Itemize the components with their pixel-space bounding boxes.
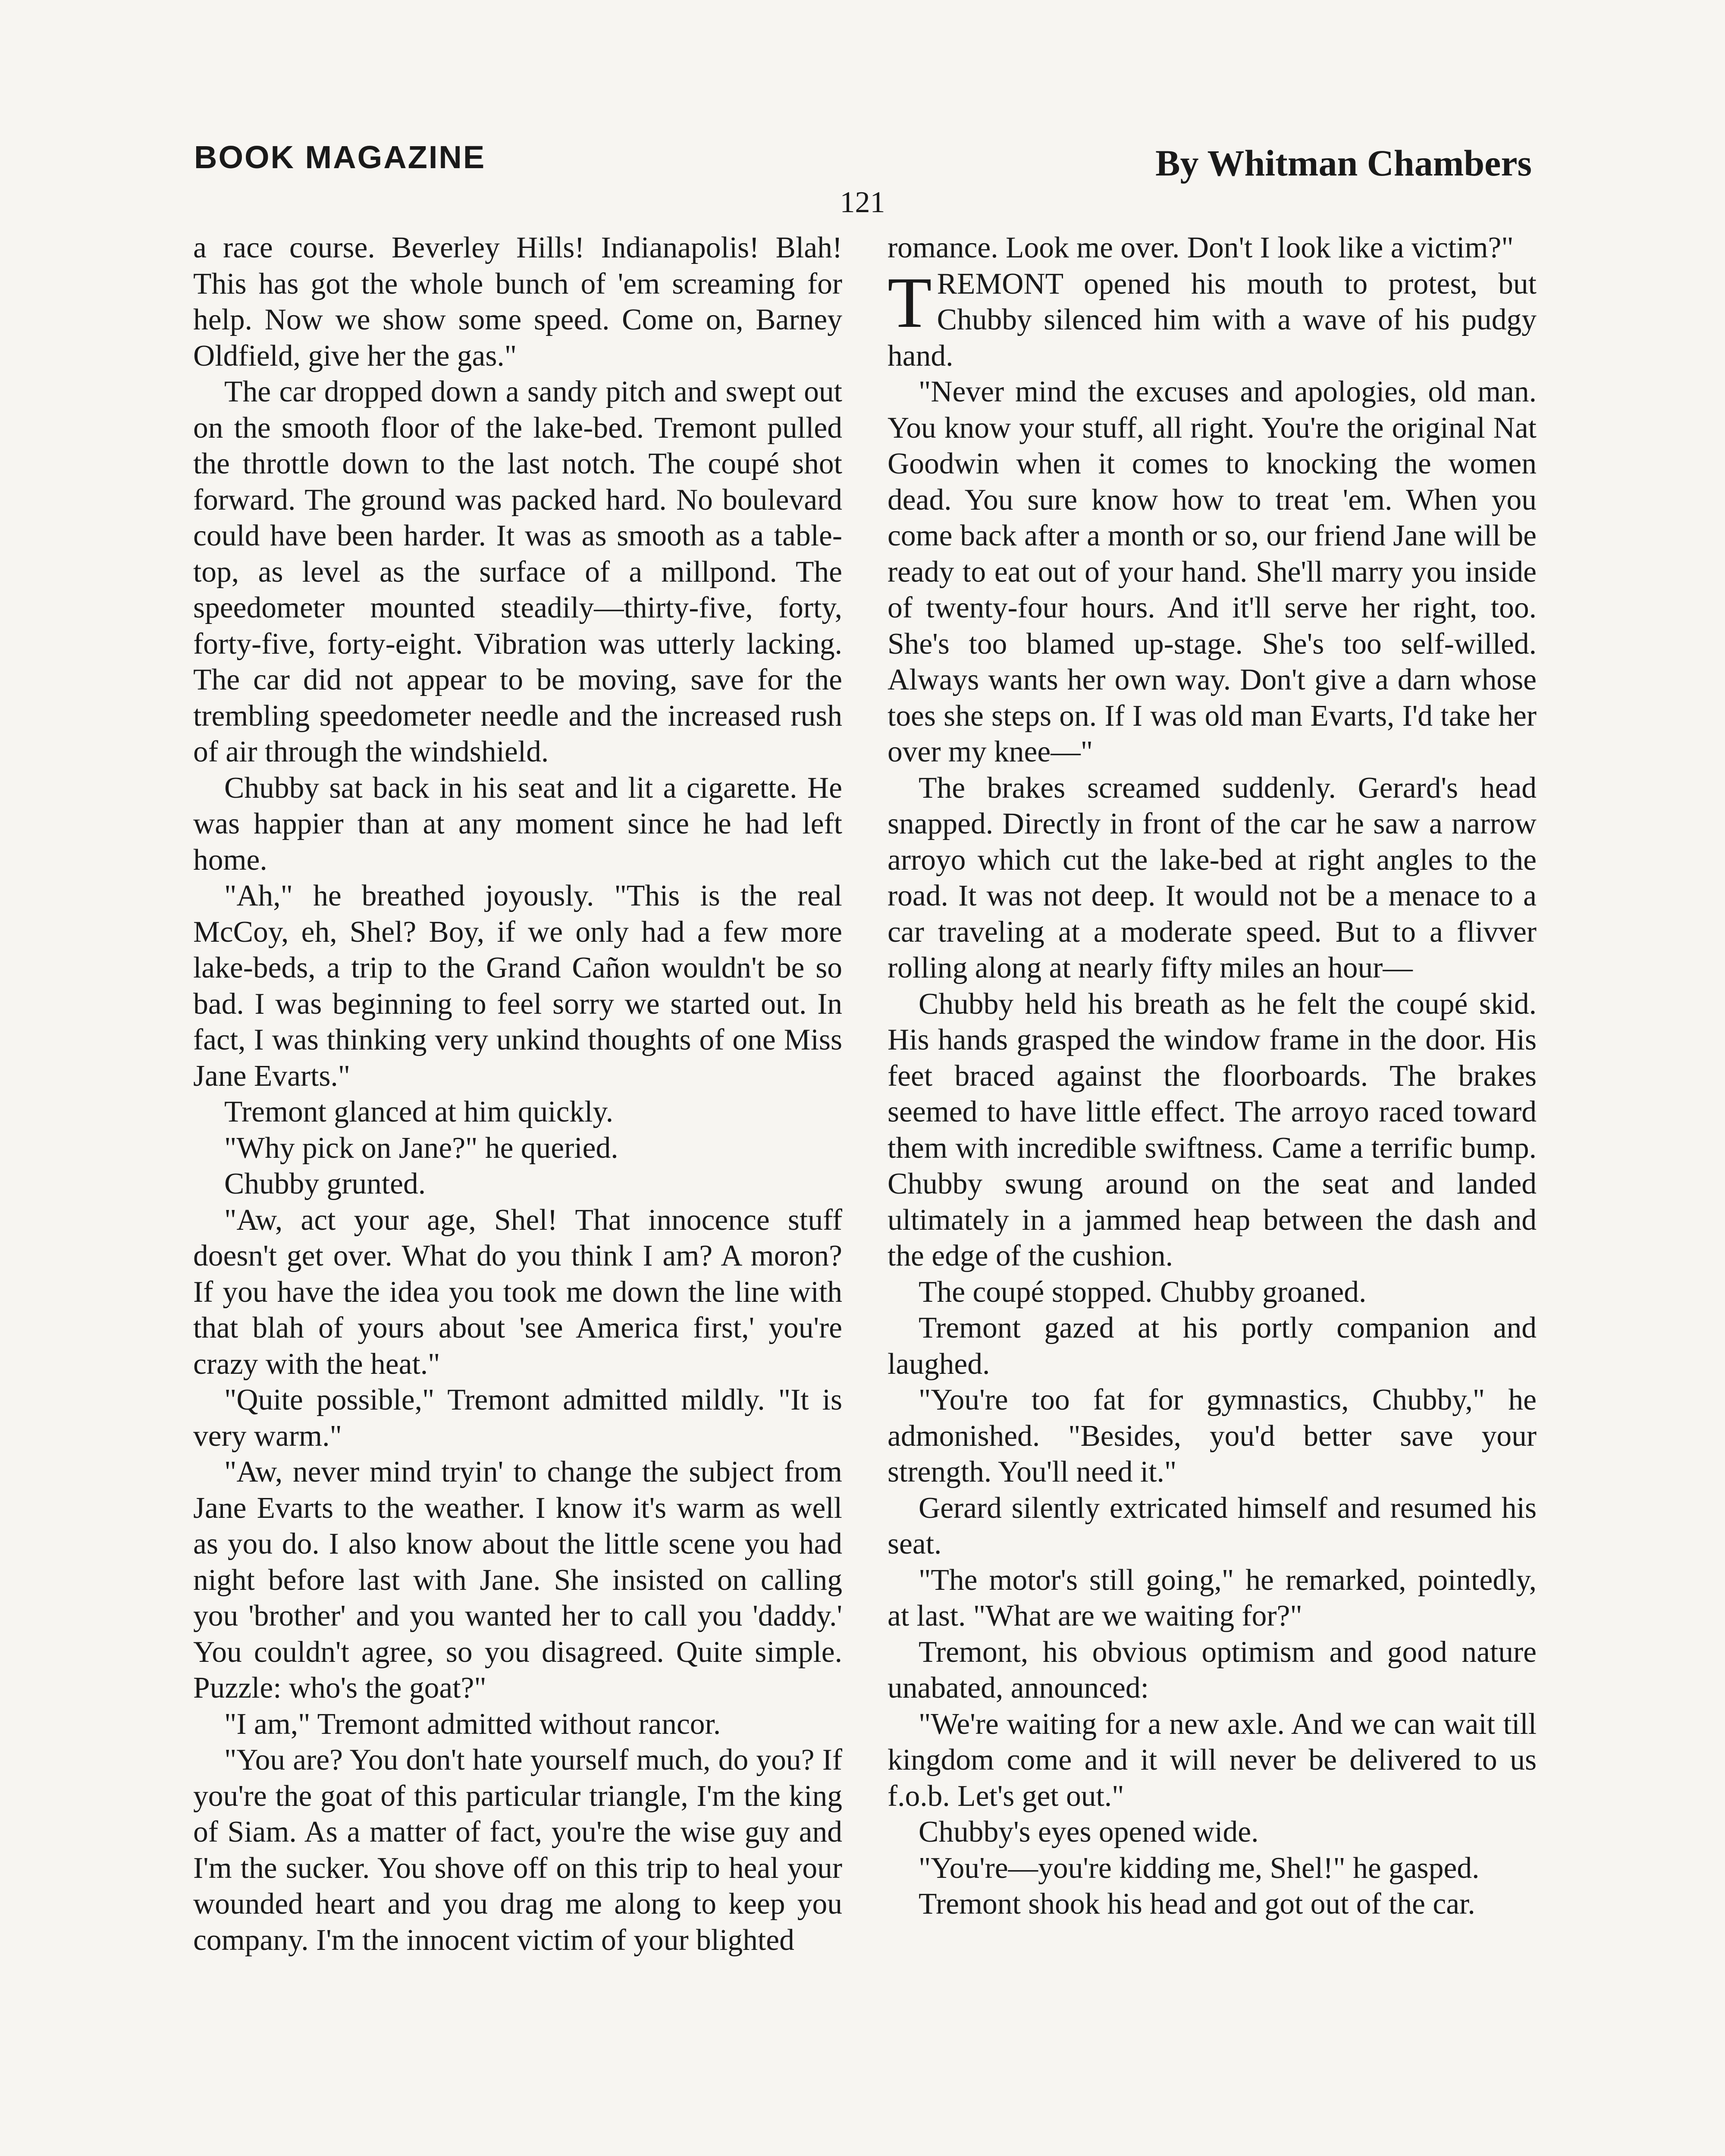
paragraph: "You're too fat for gymnastics, Chubby," he admonished. "Besides, you'd better save your strength. You'll need it." [888,1383,1537,1489]
author-byline: By Whitman Chambers [1155,142,1532,184]
paragraph: "Aw, act your age, Shel! That innocence stuff doesn't get over. What do you think I am? A moron? If you have the idea you took me down the line with that blah of yours about 'see America first,' you're crazy with the heat." [193,1203,842,1381]
paragraph: Tremont glanced at him quickly. [224,1095,614,1128]
drop-cap: T [888,262,932,343]
right-column [888,230,1537,1922]
section-opening-paragraph [888,262,1537,374]
paragraph: a race course. Beverley Hills! Indianapolis! Blah! This has got the whole bunch of 'em screaming for help. Now we show some speed. Come on, Barney Oldfield, give her the gas." [193,231,842,373]
paragraph: Chubby grunted. [224,1167,426,1200]
paragraph: Chubby held his breath as he felt the coupé skid. His hands grasped the window frame in the door. His feet braced against the floorboards. The brakes seemed to have little effect. The arroyo raced toward them with incredible swiftness. Came a terrific bump. Chubby swung around on the seat and landed ultimately in a jammed heap between the dash and the edge of the cushion. [888,987,1537,1272]
paragraph: "You're—you're kidding me, Shel!" he gasped. [919,1851,1480,1885]
magazine-title: BOOK MAGAZINE [194,139,486,175]
paragraph: The coupé stopped. Chubby groaned. [919,1275,1367,1309]
paragraph-text: REMONT opened his mouth to protest, but Chubby silenced him with a wave of his pudgy hand. [888,267,1537,373]
page-number: 121 [840,186,885,219]
paragraph: "I am," Tremont admitted without rancor. [224,1707,721,1741]
paragraph: Gerard silently extricated himself and resumed his seat. [888,1491,1537,1561]
paragraph: "Ah," he breathed joyously. "This is the real McCoy, eh, Shel? Boy, if we only had a few more lake-beds, a trip to the Grand Cañon wouldn't be so bad. I was beginning to feel sorry we started out. In fact, I was thinking very unkind thoughts of one Miss Jane Evarts." [193,879,842,1093]
paragraph: "Never mind the excuses and apologies, old man. You know your stuff, all right. You're the original Nat Goodwin when it comes to knocking the women dead. You sure know how to treat 'em. When you come back after a month or so, our friend Jane will be ready to eat out of your hand. She'll marry you inside of twenty-four hours. And it'll serve her right, too. She's too blamed up-stage. She's too self-willed. Always wants her own way. Don't give a darn whose toes she steps on. If I was old man Evarts, I'd take her over my knee—" [888,375,1537,768]
paragraph: "Aw, never mind tryin' to change the subject from Jane Evarts to the weather. I know it's warm as well as you do. I also know about the little scene you had night before last with Jane. She insisted on calling you 'brother' and you wanted her to call you 'daddy.' You couldn't agree, so you disagreed. Quite simple. Puzzle: who's the goat?" [193,1455,842,1705]
paragraph: Tremont gazed at his portly companion and laughed. [888,1311,1537,1381]
paragraph: Tremont shook his head and got out of the car. [919,1887,1475,1921]
paragraph: "You are? You don't hate yourself much, do you? If you're the goat of this particular triangle, I'm the king of Siam. As a matter of fact, you're the wise guy and I'm the sucker. You shove off on this trip to heal your wounded heart and you drag me along to keep you company. I'm the innocent victim of your blighted [193,1743,842,1957]
paragraph: The brakes screamed suddenly. Gerard's head snapped. Directly in front of the car he saw a narrow arroyo which cut the lake-bed at right angles to the road. It was not deep. It would not be a menace to a car traveling at a moderate speed. But to a flivver rolling along at nearly fifty miles an hour— [888,771,1537,984]
paragraph: "Why pick on Jane?" he queried. [224,1131,618,1165]
paragraph: "The motor's still going," he remarked, pointedly, at last. "What are we waiting for?" [888,1563,1537,1633]
paragraph: Chubby's eyes opened wide. [919,1815,1259,1849]
paragraph: romance. Look me over. Don't I look like a victim?" [888,231,1514,264]
left-column [193,230,842,1958]
paragraph: "We're waiting for a new axle. And we can wait till kingdom come and it will never be delivered to us f.o.b. Let's get out." [888,1707,1537,1813]
paragraph: Tremont, his obvious optimism and good nature unabated, announced: [888,1635,1537,1705]
paragraph: "Quite possible," Tremont admitted mildly. "It is very warm." [193,1383,842,1453]
paragraph: Chubby sat back in his seat and lit a cigarette. He was happier than at any moment since he had left home. [193,771,842,877]
paragraph: The car dropped down a sandy pitch and swept out on the smooth floor of the lake-bed. Tremont pulled the throttle down to the last notch. The coupé shot forward. The ground was packed hard. No boulevard could have been harder. It was as smooth as a table-top, as level as the surface of a millpond. The speedometer mounted steadily—thirty-five, forty, forty-five, forty-eight. Vibration was utterly lacking. The car did not appear to be moving, save for the trembling speedometer needle and the increased rush of air through the windshield. [193,375,842,768]
